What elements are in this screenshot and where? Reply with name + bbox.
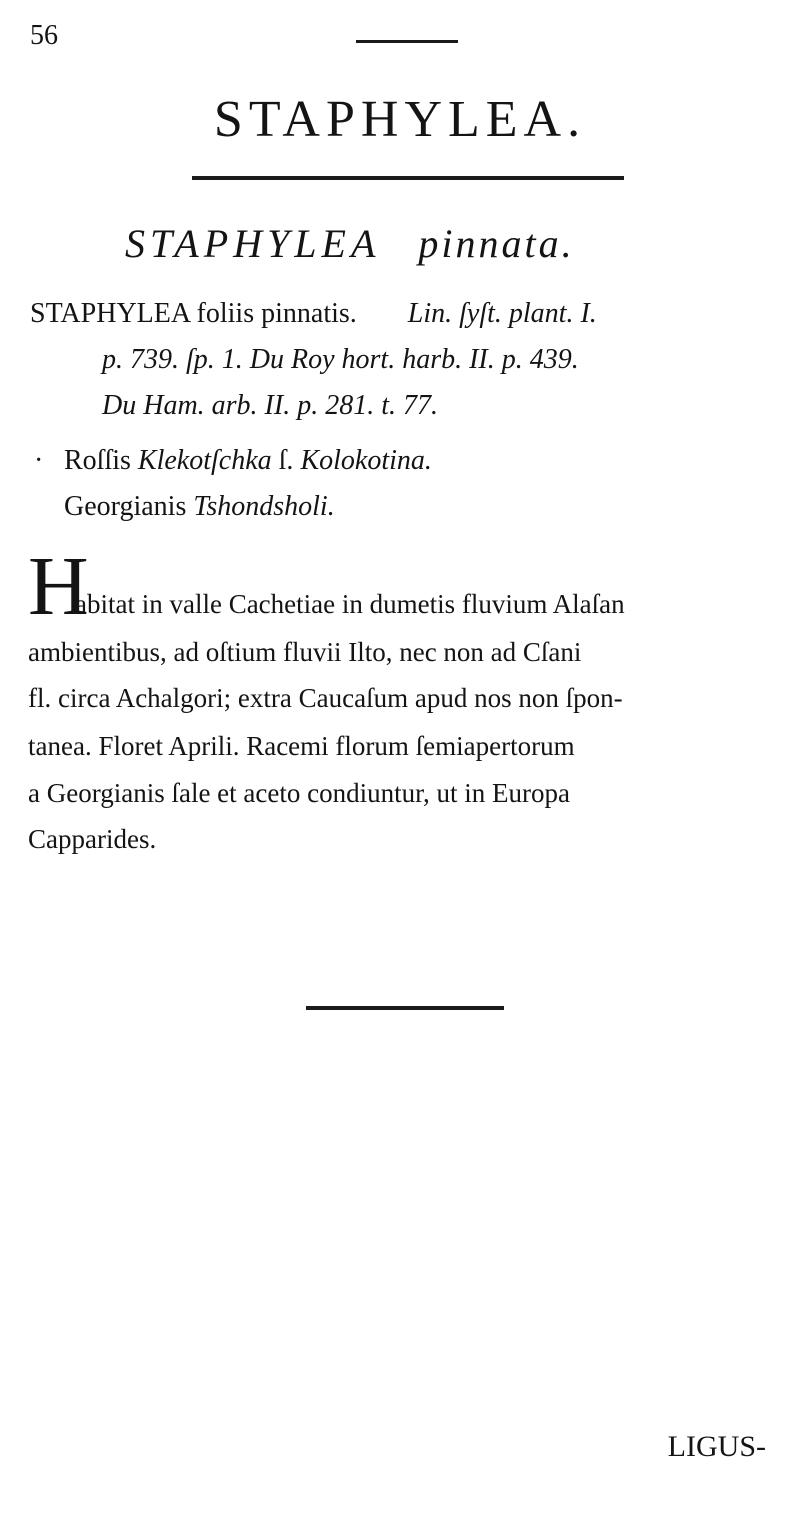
species-epithet: pinnata. bbox=[418, 221, 575, 266]
description-line: ambientibus, ad oſtium fluvii Ilto, nec non ad Cſani bbox=[28, 637, 582, 667]
description-line: abitat in valle Cachetiae in dumetis fluvium Alaſan bbox=[75, 589, 625, 619]
synonymy-reference: Lin. ſyſt. plant. I. bbox=[407, 298, 597, 329]
vernacular-line-2 bbox=[64, 491, 335, 523]
vernacular-name: Klekotſchka bbox=[137, 445, 272, 476]
vernacular-separator: ſ. bbox=[271, 445, 301, 476]
page-title: STAPHYLEA. bbox=[213, 91, 587, 148]
vernacular-prefix: Roſſis bbox=[64, 445, 138, 476]
species-heading bbox=[125, 220, 575, 267]
title-rule bbox=[192, 176, 624, 180]
page-number: 56 bbox=[30, 20, 58, 51]
vernacular-prefix: Georgianis bbox=[64, 491, 194, 522]
vernacular-name: Kolokotina. bbox=[300, 445, 432, 476]
description-line: a Georgianis ſale et aceto condiuntur, ut in Europa bbox=[28, 778, 570, 808]
bullet-mark: · bbox=[34, 445, 44, 476]
description-line: Capparides. bbox=[28, 824, 157, 854]
synonymy-name: STAPHYLEA foliis pinnatis. bbox=[30, 298, 357, 329]
synonymy-line-2: p. 739. ſp. 1. Du Roy hort. harb. II. p. 439. bbox=[102, 344, 579, 375]
header-rule bbox=[356, 40, 458, 43]
description-line: fl. circa Achalgori; extra Caucaſum apud nos non ſpon- bbox=[28, 683, 623, 713]
description-line: tanea. Floret Aprili. Racemi florum ſemiapertorum bbox=[28, 731, 575, 761]
synonymy-line-1 bbox=[30, 298, 597, 330]
catchword: LIGUS- bbox=[667, 1430, 766, 1463]
synonymy-line-3: Du Ham. arb. II. p. 281. t. 77. bbox=[102, 390, 438, 421]
vernacular-name: Tshondsholi. bbox=[193, 491, 335, 522]
vernacular-line-1 bbox=[64, 445, 432, 477]
drop-capital: H bbox=[28, 540, 89, 633]
species-genus: STAPHYLEA bbox=[125, 221, 381, 266]
section-end-rule bbox=[306, 1006, 504, 1010]
